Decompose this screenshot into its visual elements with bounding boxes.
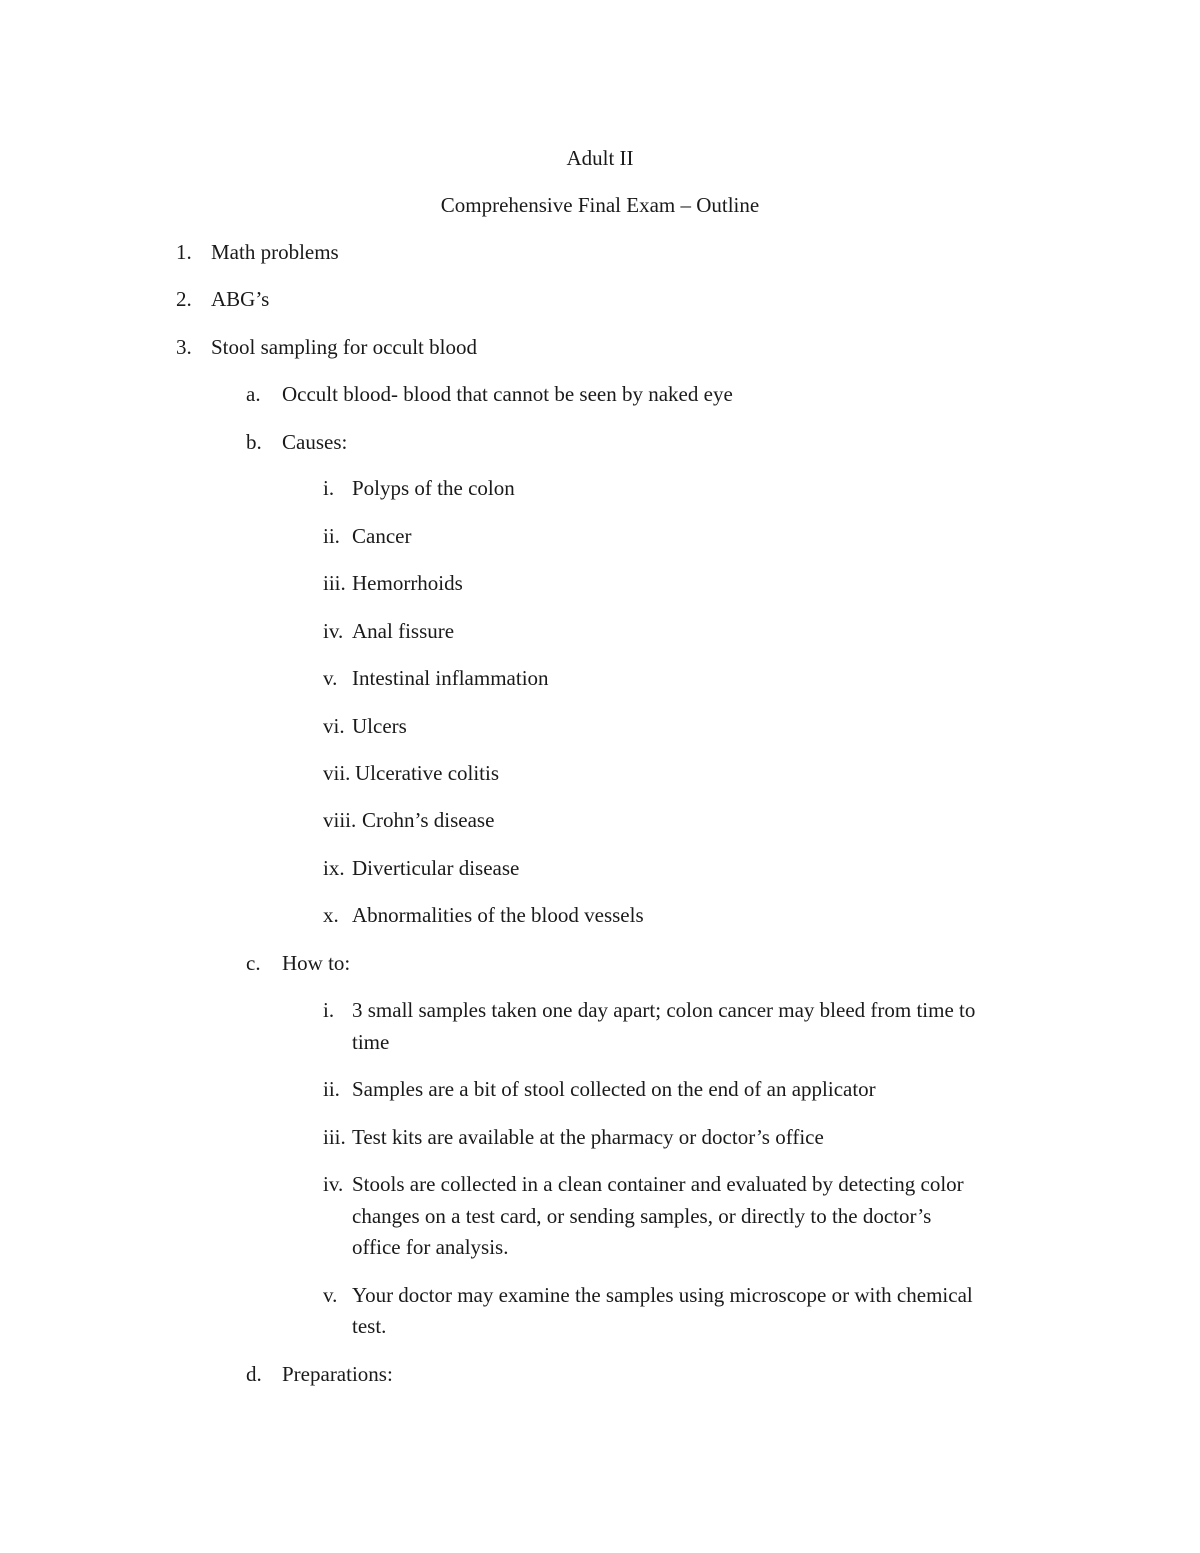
list-marker: x. (323, 903, 339, 927)
list-item-text: Hemorrhoids (352, 571, 463, 595)
list-item-text: Intestinal inflammation (352, 666, 549, 690)
document-title: Adult II (566, 146, 634, 170)
list-marker: viii. (323, 808, 357, 832)
list-marker: ix. (323, 856, 345, 880)
list-marker: 3. (176, 335, 192, 359)
list-item-text: Occult blood- blood that cannot be seen by naked eye (282, 382, 733, 406)
list-item-text: Stools are collected in a clean container and evaluated by detecting color (352, 1172, 964, 1196)
list-item-text: 3 small samples taken one day apart; colon cancer may bleed from time to (352, 998, 976, 1022)
list-marker: ii. (323, 1077, 340, 1101)
list-marker: i. (323, 998, 335, 1022)
list-marker: i. (323, 476, 335, 500)
list-item-text: Stool sampling for occult blood (211, 335, 477, 359)
list-item-text: Ulcerative colitis (355, 761, 500, 785)
list-marker: a. (246, 382, 261, 406)
list-item-text: time (352, 1030, 390, 1054)
list-item-text: Polyps of the colon (352, 476, 515, 500)
list-marker: 1. (176, 240, 192, 264)
list-item-text: Math problems (211, 240, 339, 264)
list-item-text: ABG’s (211, 287, 270, 311)
list-marker: iv. (323, 619, 344, 643)
list-item-text: How to: (282, 951, 351, 975)
list-marker: iii. (323, 1125, 346, 1149)
list-item-text: Cancer (352, 524, 412, 548)
list-item-text: Test kits are available at the pharmacy or doctor’s office (352, 1125, 824, 1149)
list-item-text: Ulcers (352, 714, 407, 738)
list-item-text: test. (352, 1314, 387, 1338)
list-item-text: changes on a test card, or sending samples, or directly to the doctor’s (352, 1204, 932, 1228)
list-marker: iii. (323, 571, 346, 595)
list-marker: ii. (323, 524, 340, 548)
document-subtitle: Comprehensive Final Exam – Outline (440, 193, 760, 217)
list-item-text: Anal fissure (352, 619, 455, 643)
list-marker: v. (323, 666, 338, 690)
list-item-text: Causes: (282, 430, 348, 454)
list-marker: vi. (323, 714, 345, 738)
list-item-text: Crohn’s disease (362, 808, 495, 832)
list-marker: c. (246, 951, 261, 975)
list-item-text: Preparations: (282, 1362, 393, 1386)
list-item-text: Samples are a bit of stool collected on the end of an applicator (352, 1077, 876, 1101)
list-marker: b. (246, 430, 262, 454)
list-item-text: office for analysis. (352, 1235, 509, 1259)
list-item-text: Diverticular disease (352, 856, 520, 880)
list-marker: iv. (323, 1172, 344, 1196)
list-marker: d. (246, 1362, 262, 1386)
list-marker: vii. (323, 761, 351, 785)
list-marker: 2. (176, 287, 192, 311)
list-marker: v. (323, 1283, 338, 1307)
list-item-text: Abnormalities of the blood vessels (352, 903, 644, 927)
list-item-text: Your doctor may examine the samples using microscope or with chemical (352, 1283, 973, 1307)
